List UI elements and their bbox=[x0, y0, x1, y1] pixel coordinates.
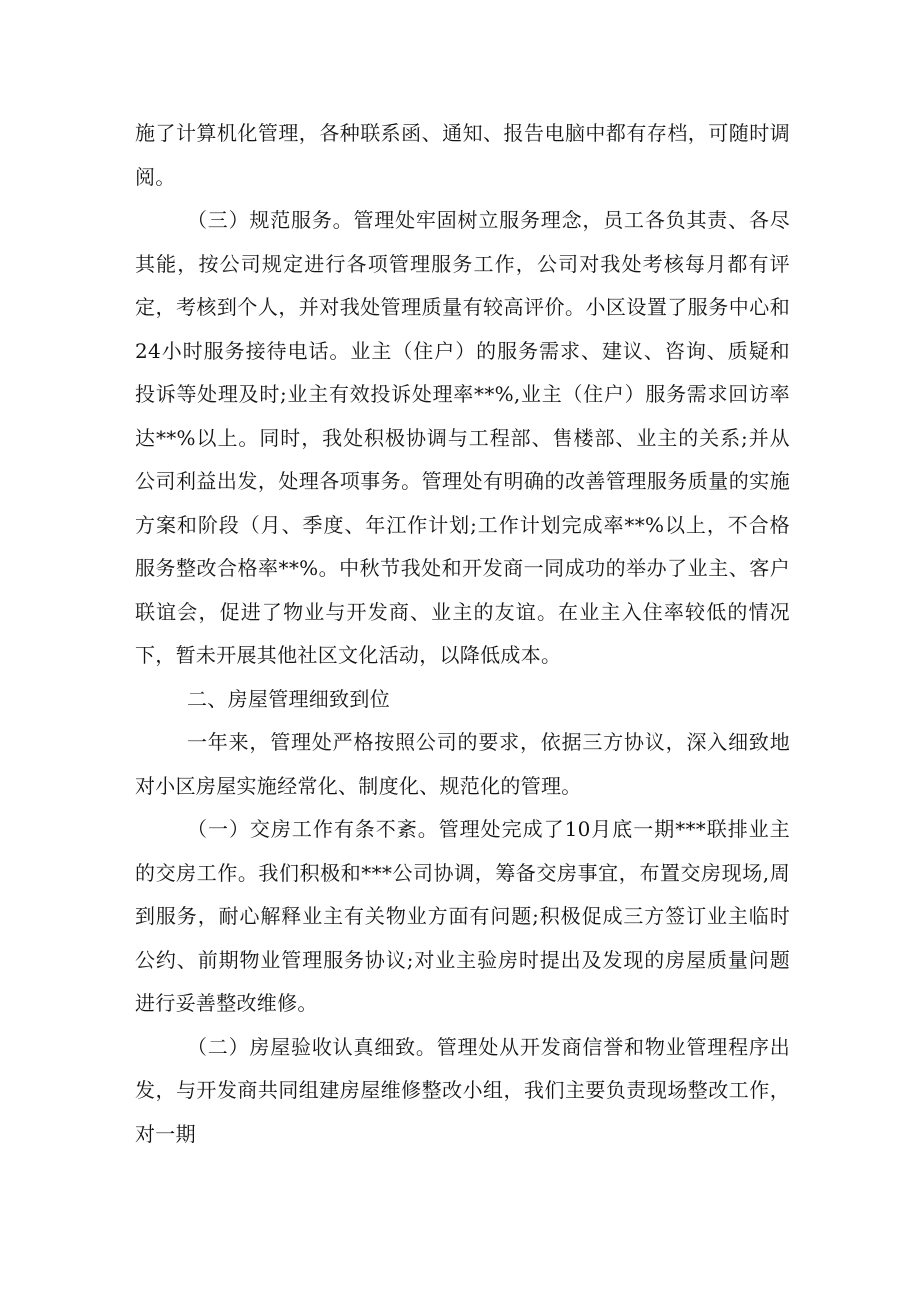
paragraph-acceptance-inspection: （二）房屋验收认真细致。管理处从开发商信誉和物业管理程序出发，与开发商共同组建房屋维修整改小组，我们主要负责现场整改工作，对一期 bbox=[135, 1034, 790, 1146]
paragraph-housing-intro: 一年来，管理处严格按照公司的要求，依据三方协议，深入细致地对小区房屋实施经常化、制度化、规范化的管理。 bbox=[135, 730, 790, 798]
paragraph-section-3-service: （三）规范服务。管理处牢固树立服务理念，员工各负其责、各尽其能，按公司规定进行各项管理服务工作，公司对我处考核每月都有评定，考核到个人，并对我处管理质量有较高评价。小区设置了服务中心和24小时服务接待电话。业主（住户）的服务需求、建议、咨询、质疑和投诉等处理及时;业主有效投诉处理率**%,业主（住户）服务需求回访率达**%以上。同时，我处积极协调与工程部、售楼部、业主的关系;并从公司利益出发，处理各项事务。管理处有明确的改善管理服务质量的实施方案和阶段（月、季度、年江作计划;工作计划完成率**%以上，不合格服务整改合格率**%。中秋节我处和开发商一同成功的举办了业主、客户联谊会，促进了物业与开发商、业主的友谊。在业主入住率较低的情况下，暂未开展其他社区文化活动，以降低成本。 bbox=[135, 208, 790, 667]
section-heading-housing-management: 二、房屋管理细致到位 bbox=[187, 686, 390, 711]
paragraph-continuation: 施了计算机化管理，各种联系函、通知、报告电脑中都有存档，可随时调阅。 bbox=[135, 121, 790, 189]
paragraph-handover-work: （一）交房工作有条不紊。管理处完成了10月底一期***联排业主的交房工作。我们积极和***公司协调，筹备交房事宜，布置交房现场,周到服务，耐心解释业主有关物业方面有问题;积极促成三方签订业主临时公约、前期物业管理服务协议;对业主验房时提出及发现的房屋质量问题进行妥善整改维修。 bbox=[135, 817, 790, 1015]
document-body bbox=[135, 112, 790, 1156]
